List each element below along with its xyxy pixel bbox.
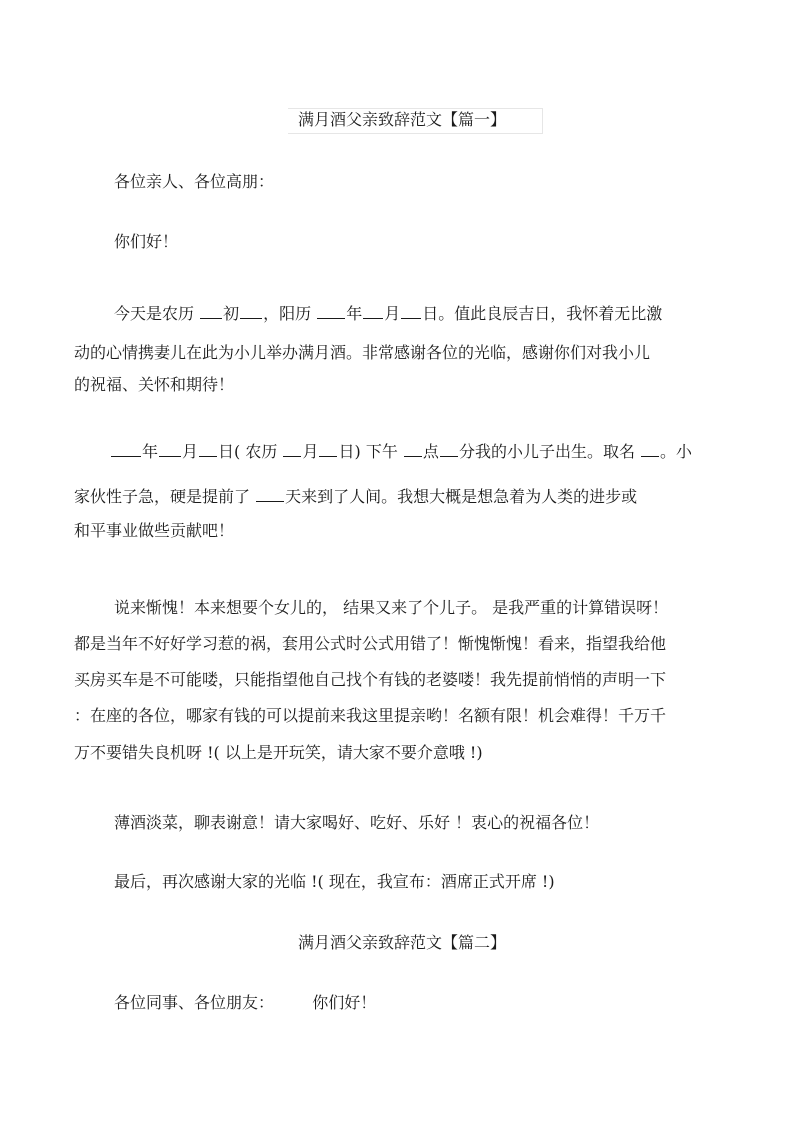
blank-line [159, 441, 181, 457]
text-segment: ，阳历 [263, 304, 312, 323]
text-segment: 日。值此良辰吉日，我怀着无比激 [422, 304, 663, 323]
blank-line [319, 441, 337, 457]
paragraph-1-line-3: 的祝福、关怀和期待！ [74, 375, 235, 394]
text-segment: 日( 农历 [218, 442, 278, 461]
greeting-2 [114, 993, 376, 1013]
text-segment: 天来到了人间。我想大概是想急着为人类的进步或 [285, 487, 638, 506]
blank-line [200, 303, 222, 319]
text-segment: 你们好！ [312, 993, 377, 1012]
paragraph-2-line-2 [74, 486, 637, 507]
blank-line [641, 441, 659, 457]
blank-line [240, 303, 262, 319]
blank-line [404, 441, 422, 457]
paragraph-5: 最后，再次感谢大家的光临 !( 现在，我宣布：酒席正式开席 !) [114, 872, 555, 891]
blank-line [283, 441, 301, 457]
text-segment: 分我的小儿子出生。取名 [458, 442, 635, 461]
blank-line [317, 303, 345, 319]
text-segment: 月 [182, 442, 199, 461]
paragraph-3-line-4: ：在座的各位，哪家有钱的可以提前来我这里提亲哟！名额有限！机会难得！千万千 [74, 706, 667, 725]
blank-line [111, 441, 141, 457]
paragraph-1-line-1 [114, 303, 662, 324]
text-segment: 年 [142, 442, 159, 461]
text-segment: 各位同事、各位朋友： [114, 993, 275, 1012]
paragraph-4: 薄酒淡菜，聊表谢意！请大家喝好、吃好、乐好 ！衷心的祝福各位！ [114, 813, 600, 832]
blank-line [363, 303, 383, 319]
blank-line [199, 441, 217, 457]
text-segment: 日) 下午 [338, 442, 398, 461]
greeting-1: 各位亲人、各位高朋： [114, 172, 275, 191]
paragraph-3-line-1: 说来惭愧！本来想要个女儿的， 结果又来了个儿子。 是我严重的计算错误呀！ [114, 598, 669, 617]
section-title-1: 满月酒父亲致辞范文【篇一】 [298, 110, 507, 129]
paragraph-2-line-1 [110, 441, 692, 462]
text-segment: 家伙性子急，硬是提前了 [74, 487, 251, 506]
text-segment: 。小 [660, 442, 693, 461]
text-segment: 年 [346, 304, 363, 323]
paragraph-1-line-2: 动的心情携妻儿在此为小儿举办满月酒。非常感谢各位的光临，感谢你们对我小儿 [74, 343, 651, 362]
paragraph-2-line-3: 和平事业做些贡献吧！ [74, 521, 235, 540]
paragraph-3-line-5: 万不要错失良机呀 !( 以上是开玩笑，请大家不要介意哦 !) [74, 743, 483, 762]
hello-1: 你们好！ [114, 232, 179, 251]
blank-line [256, 486, 284, 502]
text-segment: 月 [384, 304, 401, 323]
text-segment: 初 [223, 304, 240, 323]
paragraph-3-line-3: 买房买车是不可能喽，只能指望他自己找个有钱的老婆喽！我先提前悄悄的声明一下 [74, 670, 667, 689]
blank-line [440, 441, 458, 457]
section-title-2: 满月酒父亲致辞范文【篇二】 [298, 933, 507, 952]
paragraph-3-line-2: 都是当年不好好学习惹的祸，套用公式时公式用错了！惭愧惭愧！看来，指望我给他 [74, 634, 667, 653]
blank-line [401, 303, 421, 319]
text-segment: 月 [302, 442, 319, 461]
text-segment: 今天是农历 [114, 304, 195, 323]
text-segment: 点 [422, 442, 439, 461]
